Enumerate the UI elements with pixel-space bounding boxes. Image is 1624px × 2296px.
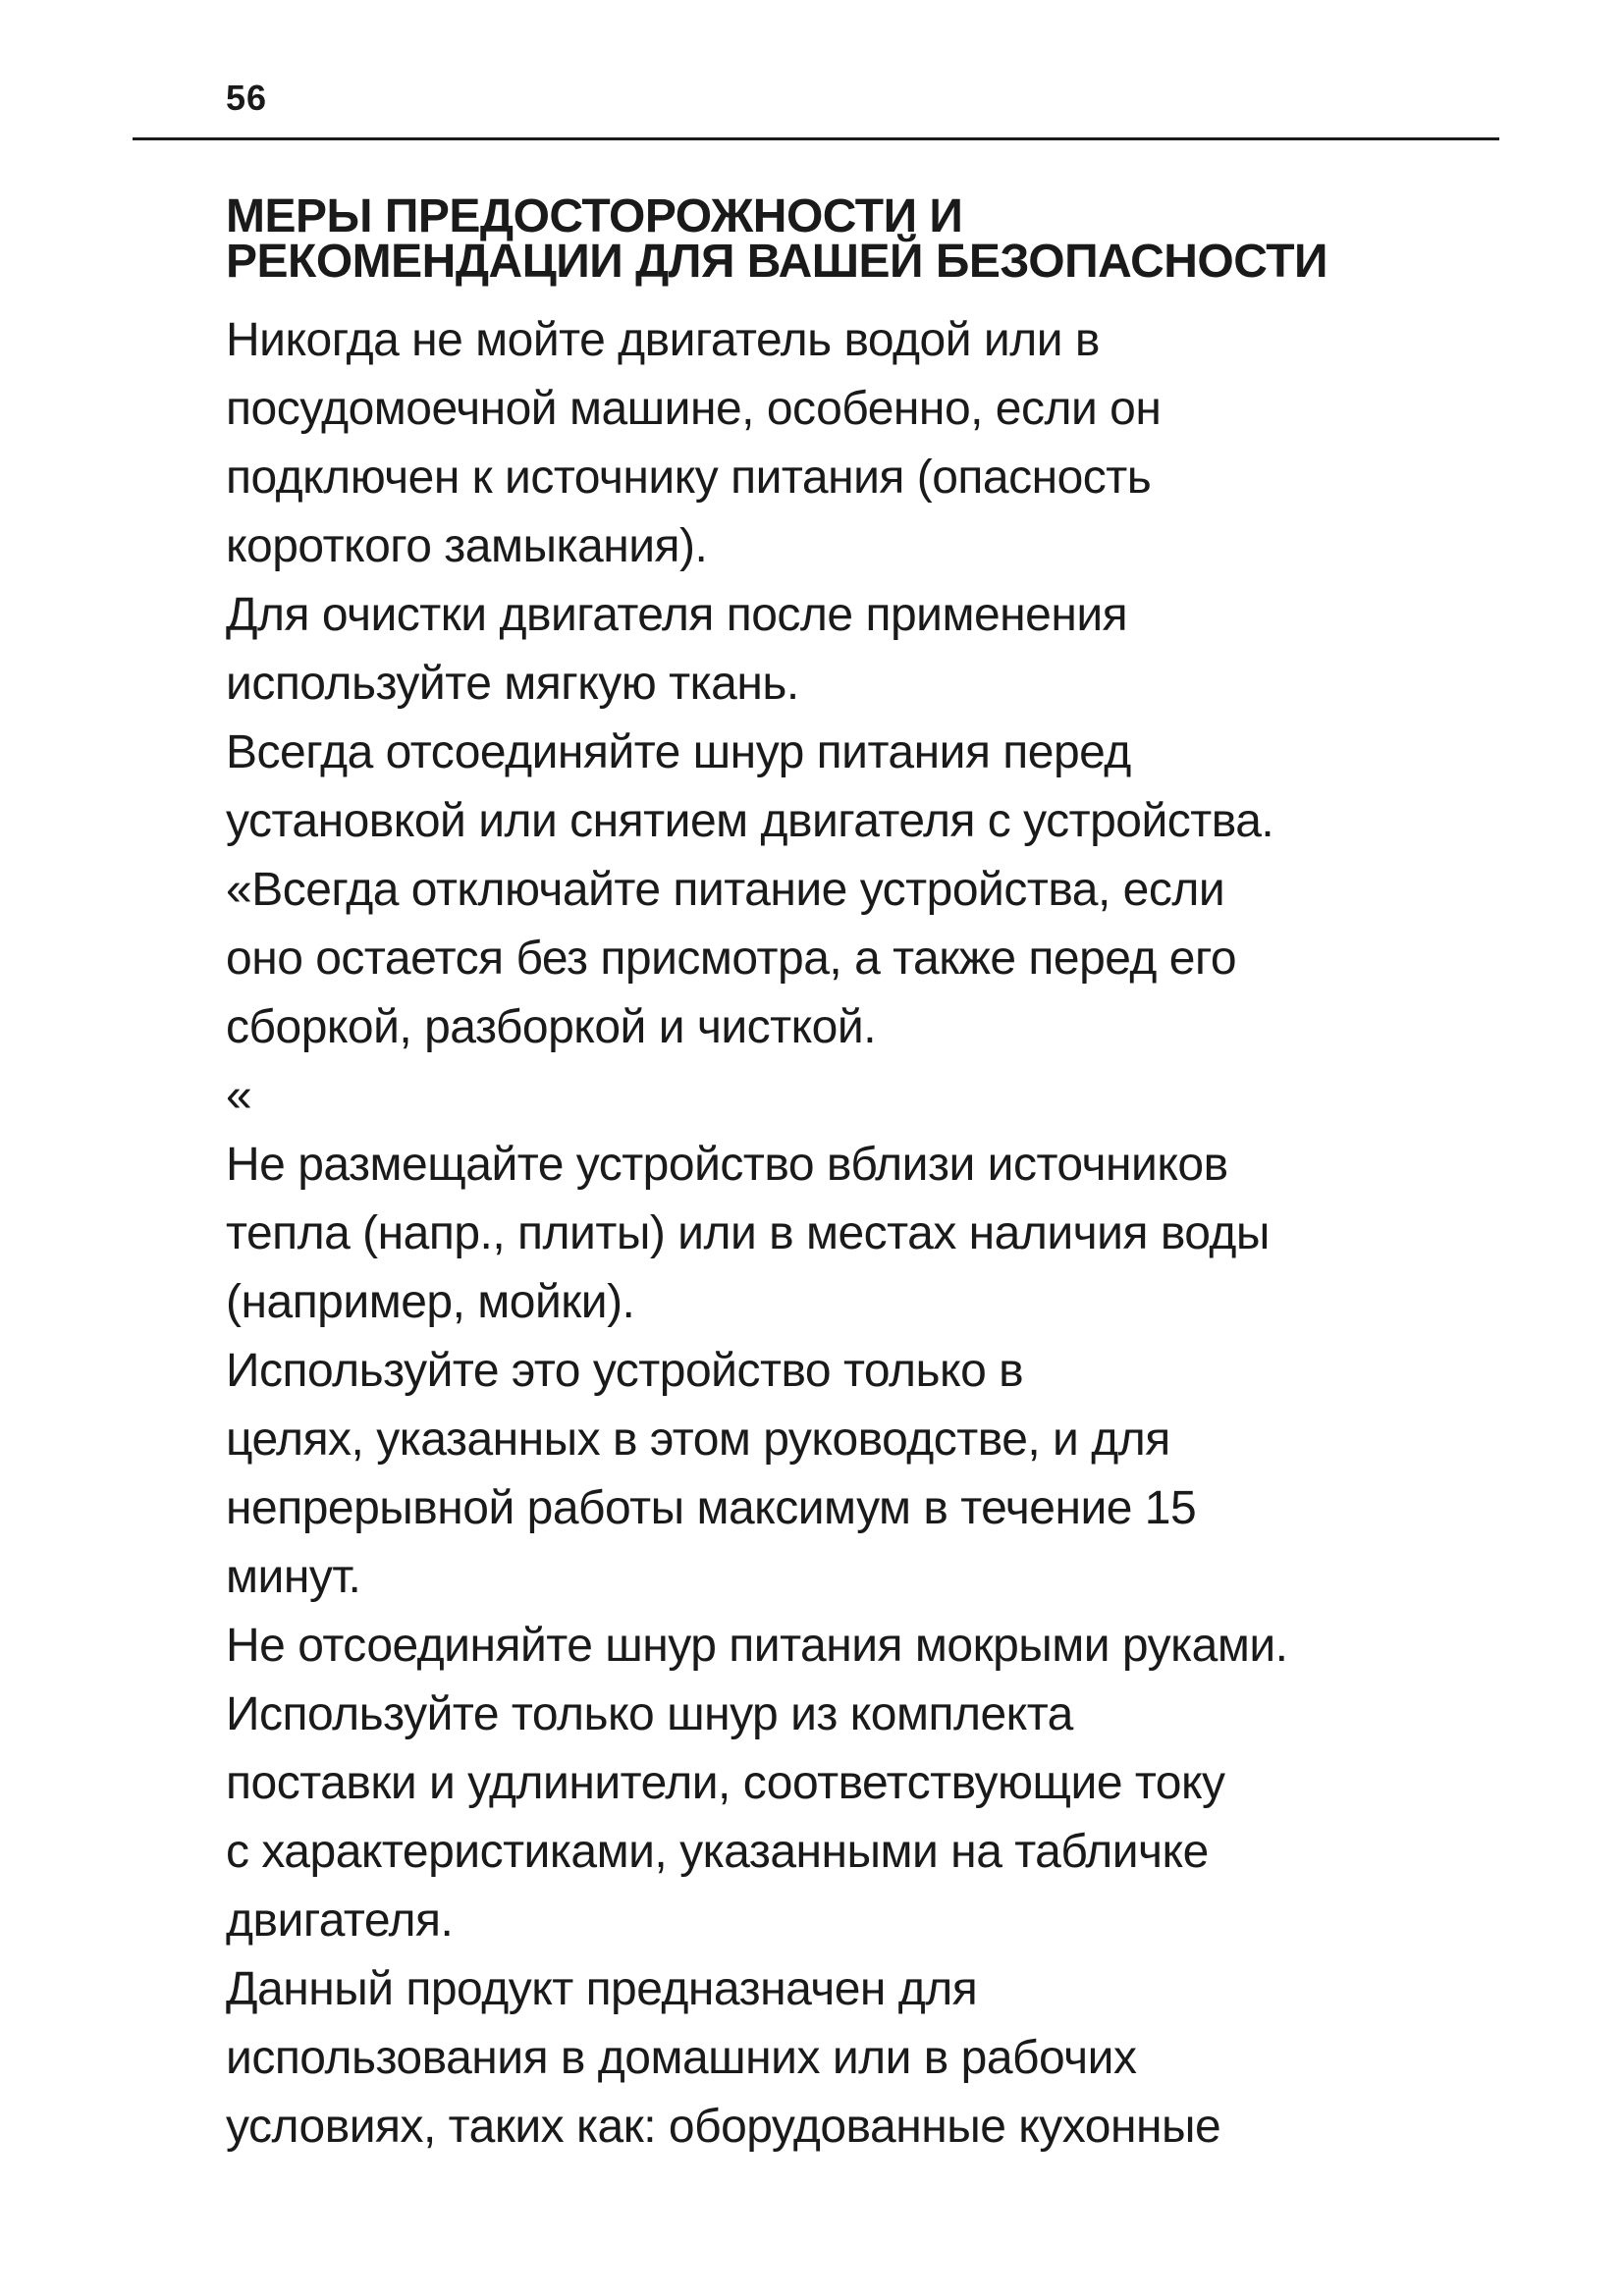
text-line: Используйте это устройство только в	[226, 1345, 1024, 1397]
page-number: 56	[226, 78, 268, 118]
text-line: Используйте только шнур из комплекта	[226, 1688, 1073, 1740]
text-line: «Всегда отключайте питание устройства, если	[226, 864, 1225, 916]
text-line: Не размещайте устройство вблизи источников	[226, 1139, 1228, 1191]
text-line: двигателя.	[226, 1895, 454, 1947]
text-line: установкой или снятием двигателя с устройства.	[226, 795, 1274, 847]
text-line: «	[226, 1070, 252, 1122]
body-text	[226, 306, 1463, 2162]
text-line: Не отсоединяйте шнур питания мокрыми руками.	[226, 1620, 1288, 1672]
text-line: подключен к источнику питания (опасность	[226, 452, 1152, 504]
section-title	[226, 190, 1463, 288]
header-divider	[133, 137, 1499, 140]
text-line: поставки и удлинители, соответствующие току	[226, 1757, 1225, 1809]
text-line: целях, указанных в этом руководстве, и для	[226, 1414, 1170, 1466]
text-line: использования в домашних или в рабочих	[226, 2032, 1137, 2084]
page-content	[226, 190, 1463, 2162]
text-line: используйте мягкую ткань.	[226, 658, 799, 710]
text-line: (например, мойки).	[226, 1276, 635, 1328]
text-line: посудомоечной машине, особенно, если он	[226, 383, 1162, 435]
text-line: с характеристиками, указанными на табличке	[226, 1826, 1209, 1878]
text-line: тепла (напр., плиты) или в местах наличия воды	[226, 1207, 1270, 1259]
text-line: короткого замыкания).	[226, 520, 708, 572]
text-line: минут.	[226, 1551, 361, 1603]
text-line: непрерывной работы максимум в течение 15	[226, 1482, 1197, 1534]
text-line: условиях, таких как: оборудованные кухонные	[226, 2101, 1221, 2153]
section-title-line: РЕКОМЕНДАЦИИ ДЛЯ ВАШЕЙ БЕЗОПАСНОСТИ	[226, 236, 1328, 288]
text-line: оно остается без присмотра, а также перед его	[226, 933, 1237, 985]
section-title-line: МЕРЫ ПРЕДОСТОРОЖНОСТИ И	[226, 190, 963, 242]
text-line: Данный продукт предназначен для	[226, 1963, 978, 2015]
text-line: сборкой, разборкой и чисткой.	[226, 1001, 877, 1053]
text-line: Никогда не мойте двигатель водой или в	[226, 314, 1100, 366]
text-line: Для очистки двигателя после применения	[226, 589, 1128, 641]
text-line: Всегда отсоединяйте шнур питания перед	[226, 726, 1131, 778]
